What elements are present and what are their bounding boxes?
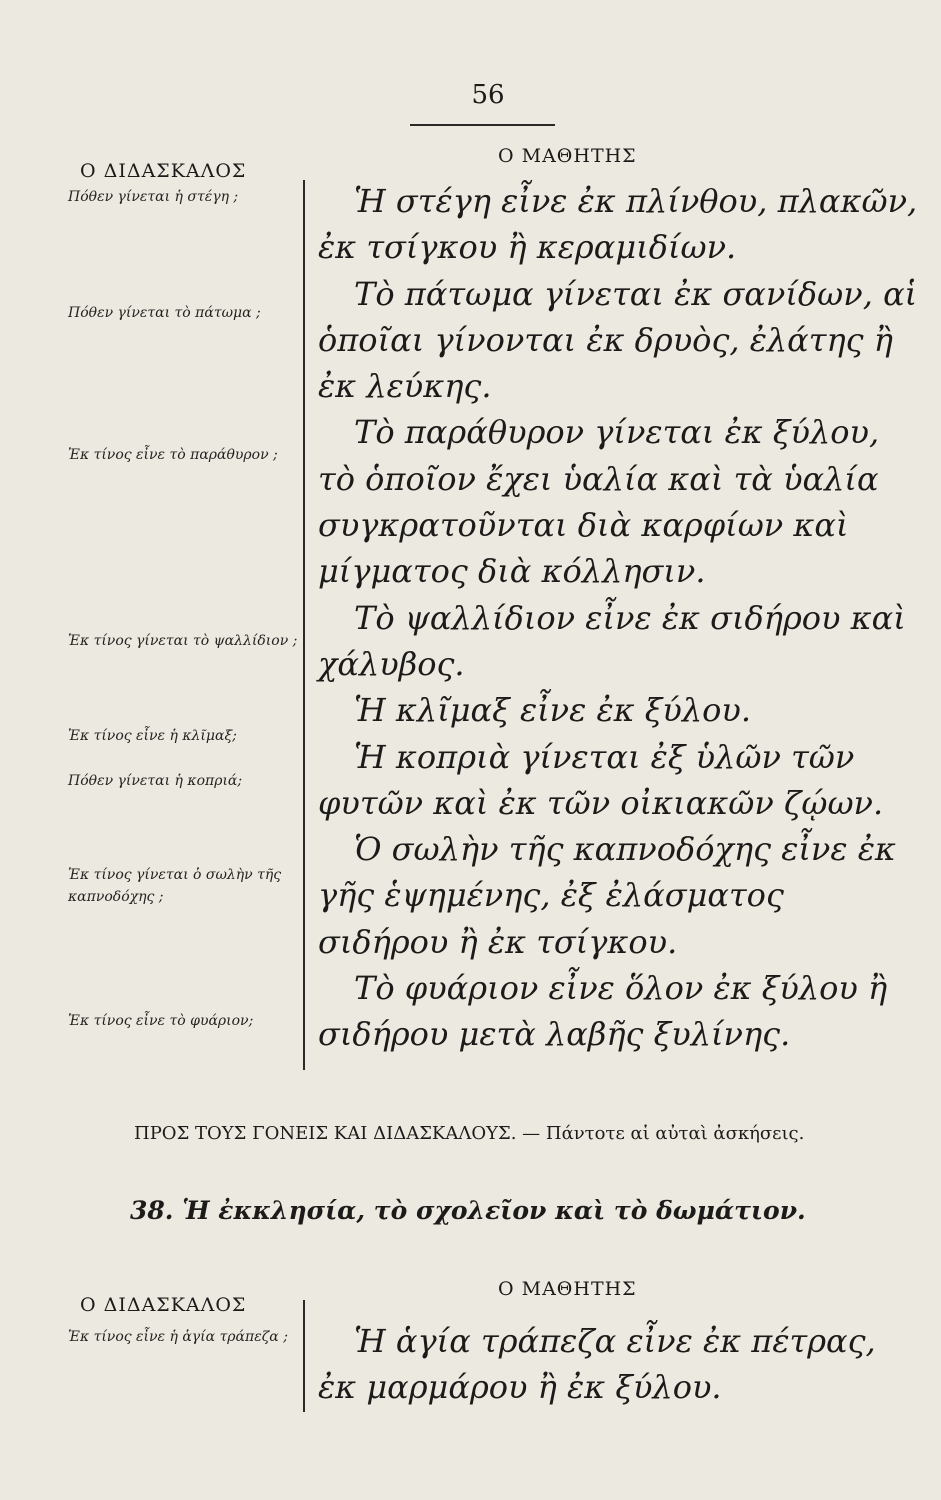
- column-divider-2: [303, 1300, 305, 1412]
- answer-window: Τὸ παράθυρον γίνεται ἐκ ξύλου, τὸ ὁποῖον ἔχει ὑαλία καὶ τὰ ὑαλία συγκρατοῦνται διὰ καρφίων καὶ μίγματος διὰ κόλλησιν.: [318, 413, 880, 591]
- question-window: Ἐκ τίνος εἶνε τὸ παράθυρον ;: [68, 447, 278, 463]
- answer-altar: Ἡ ἁγία τράπεζα εἶνε ἐκ πέτρας, ἐκ μαρμάρου ἢ ἐκ ξύλου.: [318, 1322, 876, 1406]
- student-header: Ο ΜΑΘΗΤΗΣ: [498, 145, 637, 167]
- answers-column-2: [318, 1318, 918, 1410]
- question-floor: Πόθεν γίνεται τὸ πάτωμα ;: [68, 305, 261, 321]
- answer-manure: Ἡ κοπριὰ γίνεται ἐξ ὑλῶν τῶν φυτῶν καὶ ἐκ τῶν οἰκιακῶν ζῴων.: [318, 737, 884, 822]
- answers-column: [318, 178, 918, 1058]
- answer-roof: Ἡ στέγη εἶνε ἐκ πλίνθου, πλακῶν, ἐκ τσίγκου ἢ κεραμιδίων.: [318, 182, 918, 267]
- answer-scissors: Τὸ ψαλλίδιον εἶνε ἐκ σιδήρου καὶ χάλυβος.: [318, 598, 906, 683]
- question-bellows: Ἐκ τίνος εἶνε τὸ φυάριον;: [68, 1013, 254, 1029]
- answer-chimney-pipe: Ὁ σωλὴν τῆς καπνοδόχης εἶνε ἐκ γῆς ἑψημένης, ἐξ ἐλάσματος σιδήρου ἢ ἐκ τσίγκου.: [318, 830, 896, 961]
- question-altar: Ἐκ τίνος εἶνε ἡ ἁγία τράπεζα ;: [68, 1329, 288, 1345]
- section-title: 38. Ἡ ἐκκλησία, τὸ σχολεῖον καὶ τὸ δωμάτιον.: [130, 1196, 806, 1225]
- page-number-rule: [410, 124, 555, 126]
- teacher-header: Ο ΔΙΔΑΣΚΑΛΟΣ: [80, 160, 247, 182]
- answer-bellows: Τὸ φυάριον εἶνε ὅλον ἐκ ξύλου ἢ σιδήρου μετὰ λαβῆς ξυλίνης.: [318, 969, 888, 1054]
- answer-ladder: Ἡ κλῖμαξ εἶνε ἐκ ξύλου.: [354, 691, 752, 730]
- note-to-parents: ΠΡΟΣ ΤΟΥΣ ΓΟΝΕΙΣ ΚΑΙ ΔΙΔΑΣΚΑΛΟΥΣ. — Πάντοτε αἱ αὐταὶ ἀσκήσεις.: [134, 1123, 805, 1144]
- question-chimney-pipe: Ἐκ τίνος γίνεται ὁ σωλὴν τῆς καπνοδόχης ;: [68, 867, 282, 905]
- question-ladder: Ἐκ τίνος εἶνε ἡ κλῖμαξ;: [68, 728, 237, 744]
- question-roof: Πόθεν γίνεται ἡ στέγη ;: [68, 189, 239, 205]
- question-manure: Πόθεν γίνεται ἡ κοπριά;: [68, 773, 243, 789]
- column-divider: [303, 180, 305, 1070]
- student-header-2: Ο ΜΑΘΗΤΗΣ: [498, 1278, 637, 1300]
- answer-floor: Τὸ πάτωμα γίνεται ἐκ σανίδων, αἱ ὁποῖαι γίνονται ἐκ δρυὸς, ἐλάτης ἢ ἐκ λεύκης.: [318, 274, 918, 406]
- question-scissors: Ἐκ τίνος γίνεται τὸ ψαλλίδιον ;: [68, 633, 298, 649]
- page-number: 56: [471, 80, 505, 110]
- teacher-header-2: Ο ΔΙΔΑΣΚΑΛΟΣ: [80, 1294, 247, 1316]
